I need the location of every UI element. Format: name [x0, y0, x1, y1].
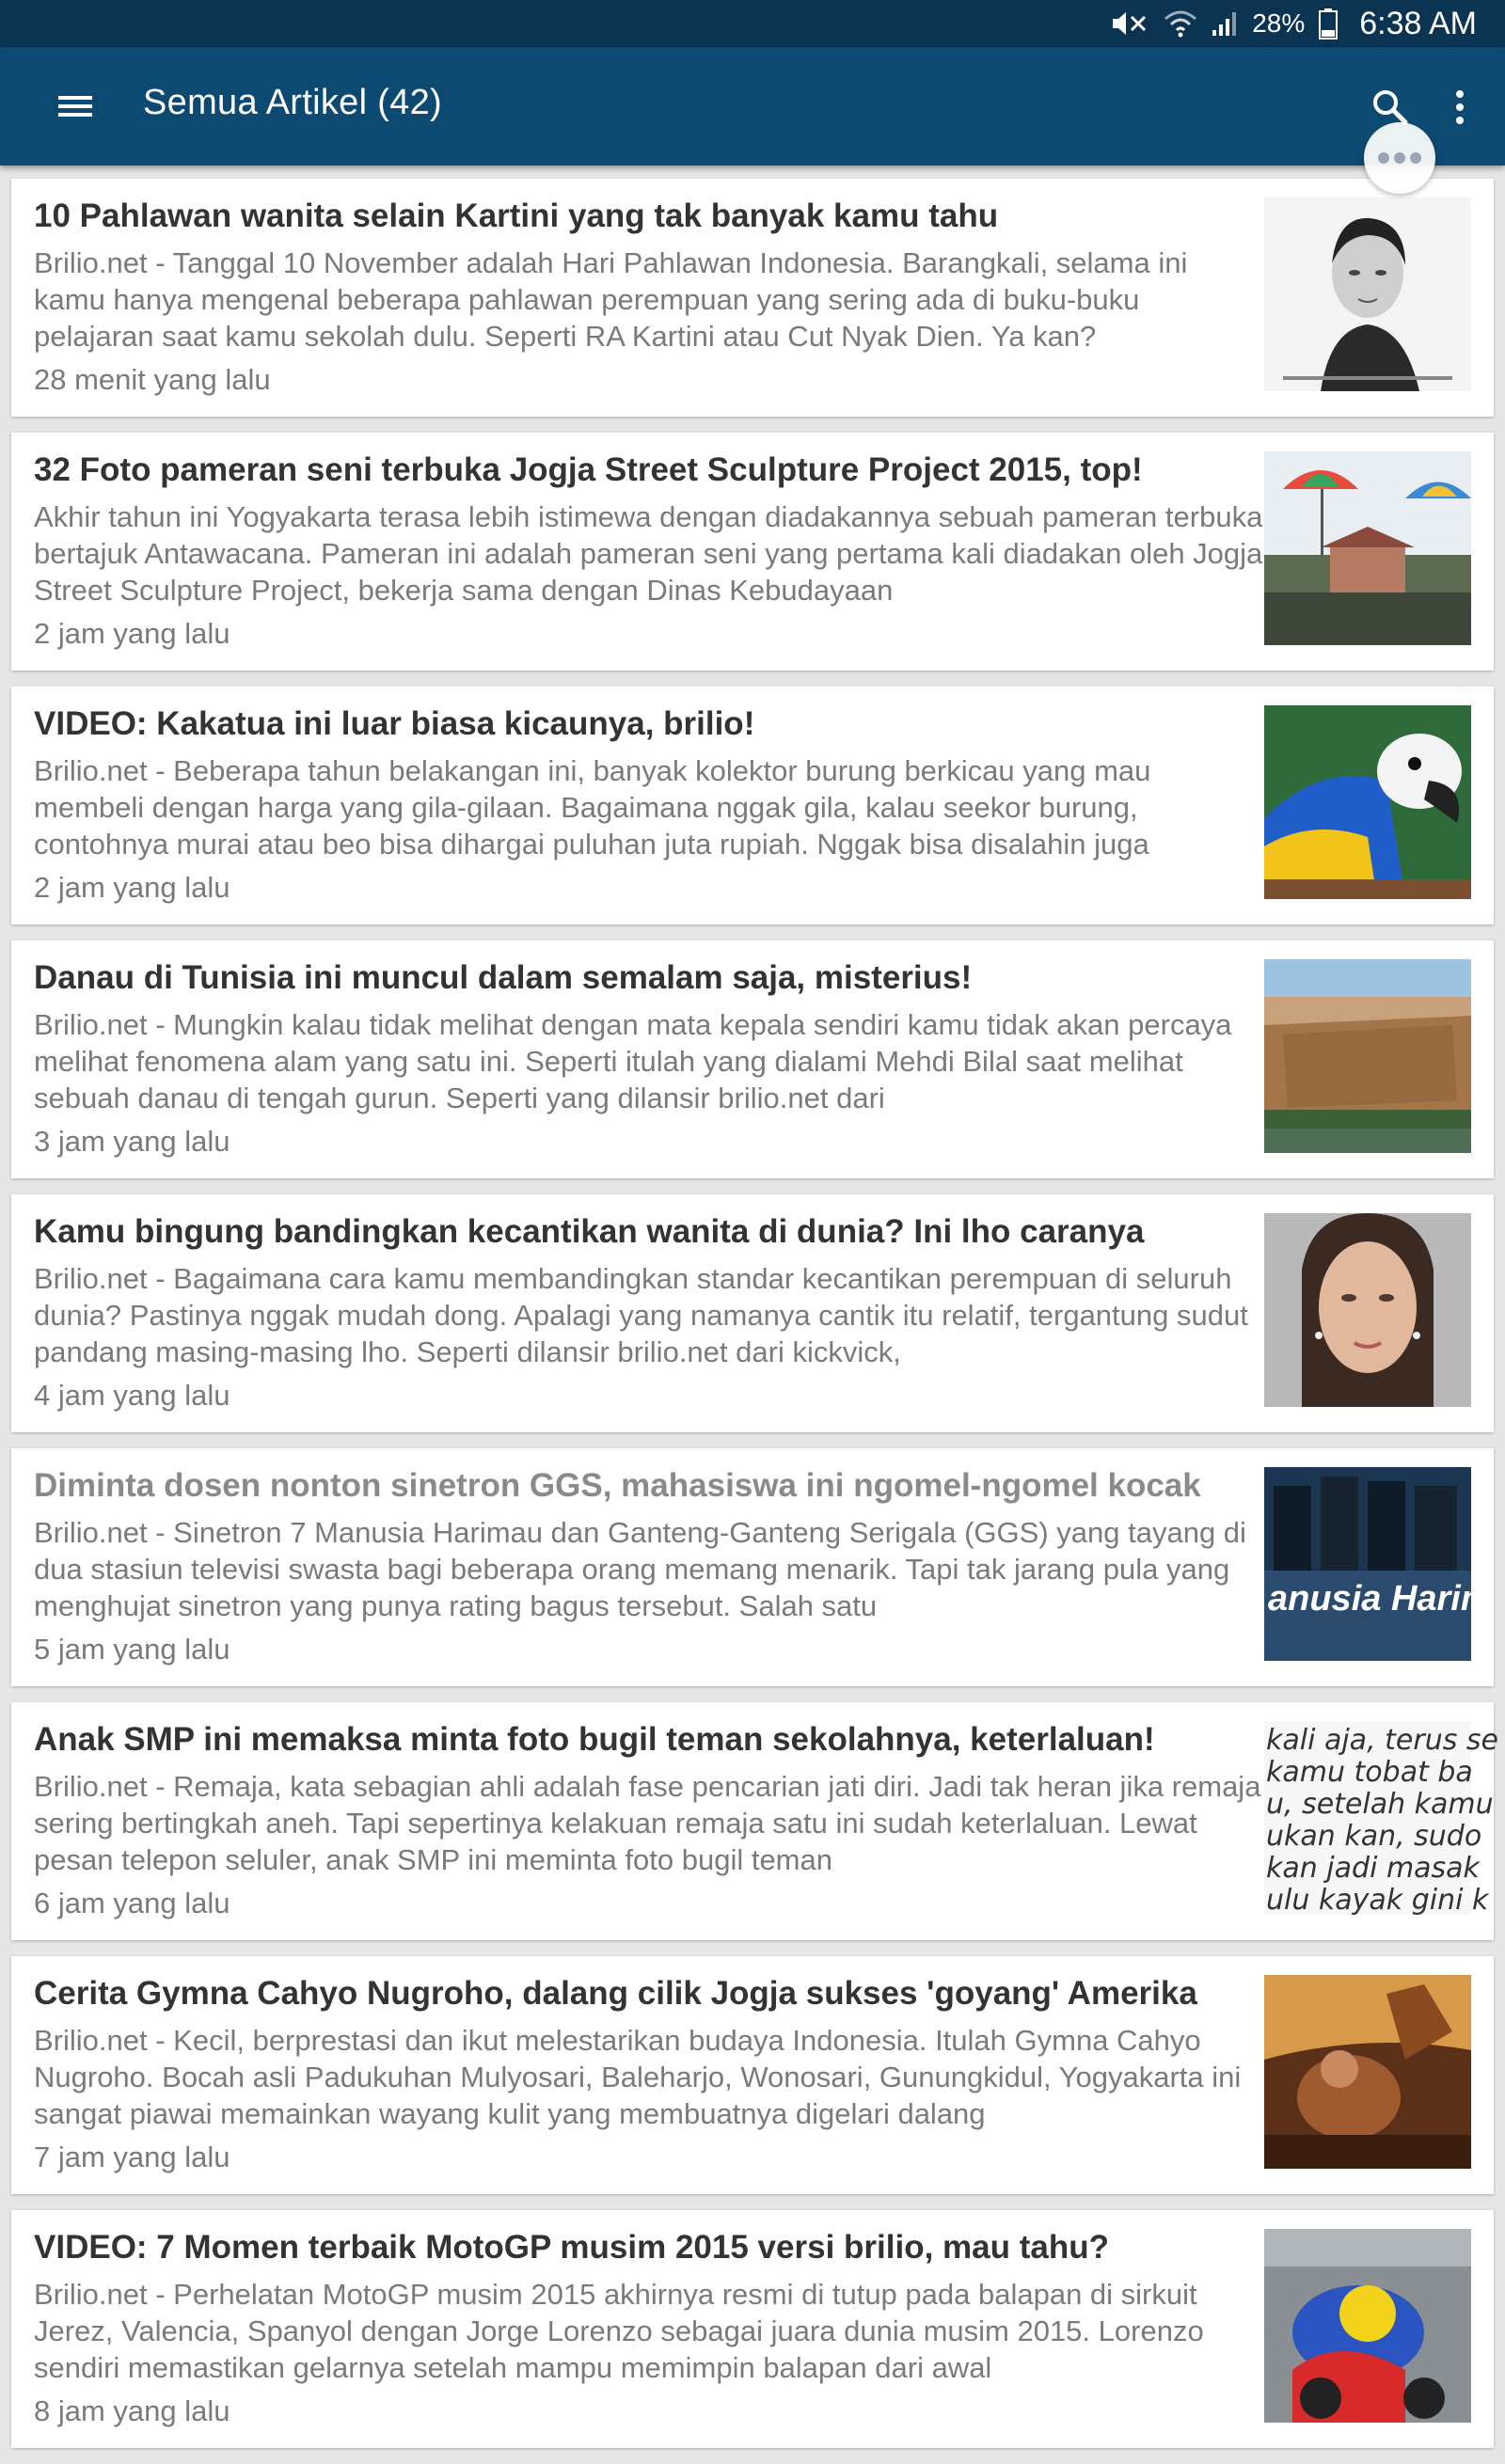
floating-more-icon[interactable] [1364, 122, 1435, 194]
article-thumbnail [1264, 1975, 1471, 2169]
page-title: Semua Artikel (42) [143, 83, 442, 122]
article-card[interactable] [11, 1194, 1494, 1432]
article-card[interactable] [11, 1956, 1494, 2194]
article-card[interactable] [11, 1448, 1494, 1686]
article-summary: Brilio.net - Perhelatan MotoGP musim 2015 akhirnya resmi di tutup pada balapan di sirkuit Jerez, Valencia, Spanyol dengan Jorge Lorenzo sebagai juara dunia musim 2015. Lorenzo sendiri memastikan gelarnya setelah mampu memimpin balapan dari awal [34, 2278, 1204, 2384]
clock: 6:38 AM [1359, 5, 1477, 41]
article-card[interactable] [11, 687, 1494, 924]
article-time: 2 jam yang lalu [34, 617, 230, 650]
article-time: 8 jam yang lalu [34, 2394, 230, 2427]
article-summary: Akhir tahun ini Yogyakarta terasa lebih istimewa dengan diadakannya sebuah pameran terbuka bertajuk Antawacana. Pameran ini adalah pameran seni yang pertama kali diadakan oleh Jogja Street Sculpture Project, bekerja sama dengan Dinas Kebudayaan [34, 500, 1263, 607]
article-time: 3 jam yang lalu [34, 1125, 230, 1158]
article-title: Danau di Tunisia ini muncul dalam semalam saja, misterius! [34, 959, 973, 996]
menu-icon[interactable] [49, 87, 102, 126]
article-summary: Brilio.net - Bagaimana cara kamu membandingkan standar kecantikan perempuan di seluruh dunia? Pastinya nggak mudah dong. Apalagi yang namanya cantik itu relatif, tergantung sudut pandang masing-masing lho. Seperti dilansir brilio.net dari kickvick, [34, 1262, 1248, 1368]
battery-percent: 28% [1252, 8, 1306, 38]
article-time: 6 jam yang lalu [34, 1887, 230, 1919]
article-time: 28 menit yang lalu [34, 363, 271, 396]
article-card[interactable] [11, 1702, 1498, 1940]
article-title: Anak SMP ini memaksa minta foto bugil teman sekolahnya, keterlaluan! [34, 1721, 1155, 1758]
article-summary: Brilio.net - Tanggal 10 November adalah Hari Pahlawan Indonesia. Barangkali, selama ini kamu hanya mengenal beberapa pahlawan perempuan yang sering ada di buku-buku pelajaran saat kamu sekolah dulu. Seperti RA Kartini atau Cut Nyak Dien. Ya kan? [34, 246, 1188, 353]
thumbnail-text-line: ulu kayak gini k [1266, 1884, 1489, 1917]
article-list [11, 179, 1498, 2464]
article-title: 32 Foto pameran seni terbuka Jogja Street Sculpture Project 2015, top! [34, 451, 1143, 488]
battery-icon [1318, 8, 1339, 39]
article-thumbnail [1264, 2229, 1471, 2423]
article-time: 4 jam yang lalu [34, 1379, 230, 1412]
thumbnail-text-line: u, setelah kamu [1266, 1788, 1494, 1821]
article-card[interactable] [11, 2210, 1494, 2448]
article-summary: Brilio.net - Sinetron 7 Manusia Harimau dan Ganteng-Ganteng Serigala (GGS) yang tayang di dua stasiun televisi swasta bagi beberapa orang memang menarik. Tapi tak jarang pula yang menghujat sinetron yang punya rating bagus tersebut. Salah satu [34, 1516, 1246, 1622]
article-thumbnail [1264, 1721, 1498, 1917]
article-summary: Brilio.net - Beberapa tahun belakangan ini, banyak kolektor burung berkicau yang mau membeli dengan harga yang gila-gilaan. Bagaimana nggak gila, kalau seekor burung, contohnya murai atau beo bisa dihargai puluhan juta rupiah. Nggak bisa disalahin juga [34, 754, 1151, 861]
article-time: 7 jam yang lalu [34, 2140, 230, 2173]
article-summary: Brilio.net - Remaja, kata sebagian ahli adalah fase pencarian jati diri. Jadi tak heran jika remaja sering bertingkah aneh. Tapi sepertinya kelakuan remaja satu ini sudah keterlaluan. Lewat pesan telepon seluler, anak SMP ini meminta foto bugil teman [34, 1770, 1261, 1876]
wifi-icon [1164, 9, 1197, 38]
article-time: 2 jam yang lalu [34, 871, 230, 904]
article-summary: Brilio.net - Mungkin kalau tidak melihat dengan mata kepala sendiri kamu tidak akan percaya melihat fenomena alam yang satu ini. Seperti itulah yang dialami Mehdi Bilal saat melihat sebuah danau di tengah gurun. Seperti yang dilansir brilio.net dari [34, 1008, 1232, 1114]
article-title: VIDEO: 7 Momen terbaik MotoGP musim 2015 versi brilio, mau tahu? [34, 2229, 1109, 2266]
article-thumbnail [1264, 959, 1471, 1153]
thumbnail-caption: anusia Harim [1268, 1579, 1493, 1619]
mute-icon [1109, 9, 1150, 38]
article-title: Diminta dosen nonton sinetron GGS, mahasiswa ini ngomel-ngomel kocak [34, 1467, 1201, 1504]
thumbnail-text-line: ukan kan, sudo [1266, 1820, 1482, 1853]
article-title: Cerita Gymna Cahyo Nugroho, dalang cilik Jogja sukses 'goyang' Amerika [34, 1975, 1197, 2012]
article-thumbnail [1264, 1213, 1471, 1407]
signal-icon [1211, 9, 1239, 38]
thumbnail-text-line: kan jadi masak [1266, 1852, 1480, 1885]
overflow-menu-icon[interactable] [1445, 85, 1475, 130]
article-thumbnail [1264, 1467, 1493, 1661]
article-summary: Brilio.net - Kecil, berprestasi dan ikut melestarikan budaya Indonesia. Itulah Gymna Cahyo Nugroho. Bocah asli Padukuhan Mulyosari, Baleharjo, Wonosari, Gunungkidul, Yogyakarta ini sangat piawai memainkan wayang kulit yang membuatnya digelari dalang [34, 2024, 1242, 2130]
app-bar [0, 47, 1505, 166]
article-time: 5 jam yang lalu [34, 1633, 230, 1666]
article-title: 10 Pahlawan wanita selain Kartini yang tak banyak kamu tahu [34, 197, 999, 234]
article-thumbnail [1264, 451, 1471, 645]
article-card[interactable] [11, 940, 1494, 1178]
article-card[interactable] [11, 179, 1494, 417]
article-title: VIDEO: Kakatua ini luar biasa kicaunya, brilio! [34, 705, 755, 742]
thumbnail-text-line: kamu tobat ba [1266, 1756, 1473, 1789]
status-bar [0, 0, 1505, 47]
article-thumbnail [1264, 705, 1471, 899]
thumbnail-text-line: kali aja, terus se [1266, 1724, 1498, 1757]
article-card[interactable] [11, 433, 1494, 671]
article-title: Kamu bingung bandingkan kecantikan wanita di dunia? Ini lho caranya [34, 1213, 1145, 1250]
article-thumbnail [1264, 197, 1471, 391]
